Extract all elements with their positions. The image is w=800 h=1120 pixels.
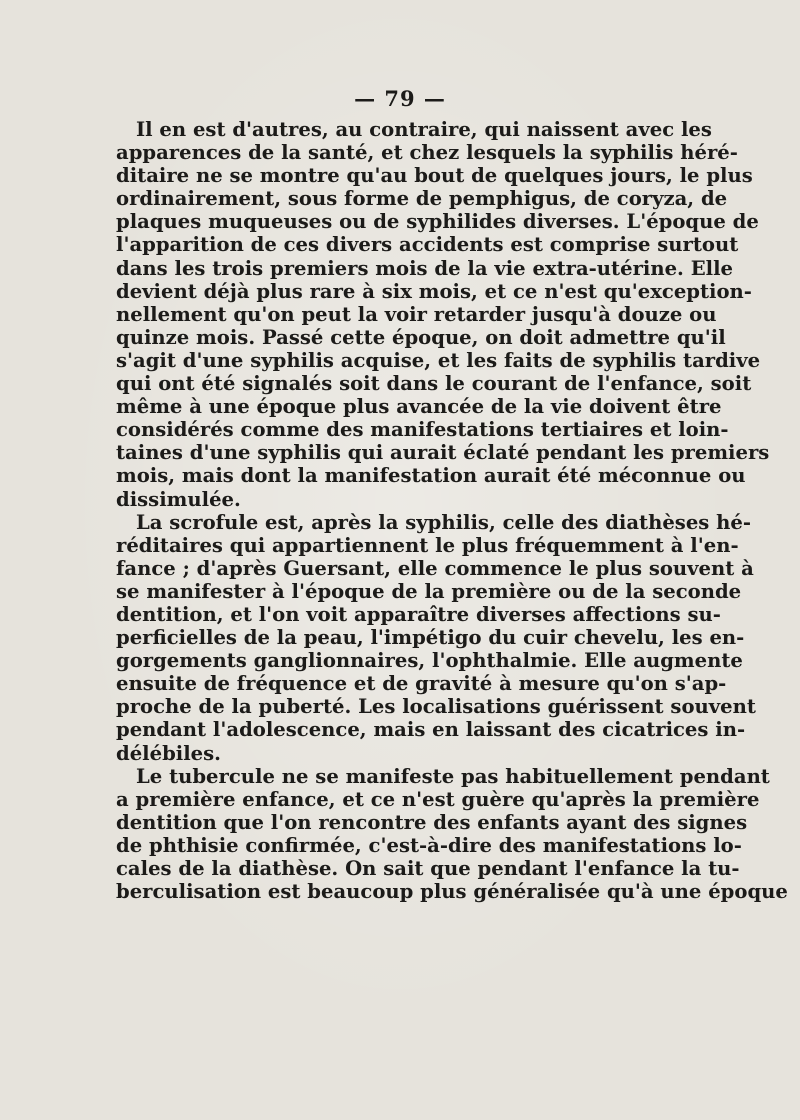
text-line: taines d'une syphilis qui aurait éclaté pendant les premiers (116, 441, 770, 465)
text-line: pendant l'adolescence, mais en laissant des cicatrices in- (116, 718, 746, 742)
text-line: cales de la diathèse. On sait que pendant l'enfance la tu- (116, 857, 740, 880)
text-line: a première enfance, et ce n'est guère qu'après la première (116, 787, 760, 811)
paragraph-1 (116, 118, 770, 511)
text-line: Il en est d'autres, au contraire, qui naissent avec les (136, 118, 712, 141)
text-line: de phthisie confirmée, c'est-à-dire des manifestations lo- (116, 833, 742, 857)
paragraph-3 (116, 764, 788, 904)
text-line: réditaires qui appartiennent le plus fréquemment à l'en- (116, 533, 739, 557)
text-line: dans les trois premiers mois de la vie extra-utérine. Elle (116, 256, 733, 280)
body-text (116, 118, 788, 904)
text-line: même à une époque plus avancée de la vie doivent être (116, 395, 722, 419)
text-line: perficielles de la peau, l'impétigo du cuir chevelu, les en- (116, 626, 745, 650)
text-line: quinze mois. Passé cette époque, on doit admettre qu'il (116, 325, 726, 349)
text-line: dentition que l'on rencontre des enfants ayant des signes (116, 810, 748, 834)
text-line: qui ont été signalés soit dans le courant de l'enfance, soit (116, 372, 752, 396)
text-line: mois, mais dont la manifestation aurait été méconnue ou (116, 464, 746, 488)
text-line: l'apparition de ces divers accidents est comprise surtout (116, 233, 739, 257)
text-line: se manifester à l'époque de la première ou de la seconde (116, 579, 742, 603)
text-line: délébiles. (116, 741, 221, 765)
text-line: nellement qu'on peut la voir retarder jusqu'à douze ou (116, 302, 717, 326)
paragraph-2 (116, 510, 756, 765)
text-line: ordinairement, sous forme de pemphigus, de coryza, de (116, 187, 728, 211)
page-number: — 79 — (354, 86, 446, 111)
text-line: considérés comme des manifestations tertiaires et loin- (116, 418, 729, 442)
text-line: s'agit d'une syphilis acquise, et les faits de syphilis tardive (116, 348, 761, 372)
text-line: ensuite de fréquence et de gravité à mesure qu'on s'ap- (116, 672, 727, 696)
text-line: proche de la puberté. Les localisations guérissent souvent (116, 695, 756, 719)
text-line: berculisation est beaucoup plus généralisée qu'à une époque (116, 880, 788, 904)
text-line: La scrofule est, après la syphilis, celle des diathèses hé- (136, 510, 751, 534)
text-line: apparences de la santé, et chez lesquels la syphilis héré- (116, 141, 738, 165)
text-line: devient déjà plus rare à six mois, et ce n'est qu'exception- (116, 279, 752, 303)
text-line: Le tubercule ne se manifeste pas habituellement pendant (136, 764, 770, 788)
text-line: dissimulée. (116, 487, 241, 511)
text-line: fance ; d'après Guersant, elle commence le plus souvent à (116, 556, 754, 580)
text-line: dentition, et l'on voit apparaître diverses affections su- (116, 602, 721, 626)
text-line: gorgements ganglionnaires, l'ophthalmie. Elle augmente (116, 649, 743, 673)
text-line: plaques muqueuses ou de syphilides diverses. L'époque de (116, 210, 759, 234)
text-line: ditaire ne se montre qu'au bout de quelques jours, le plus (116, 164, 753, 188)
